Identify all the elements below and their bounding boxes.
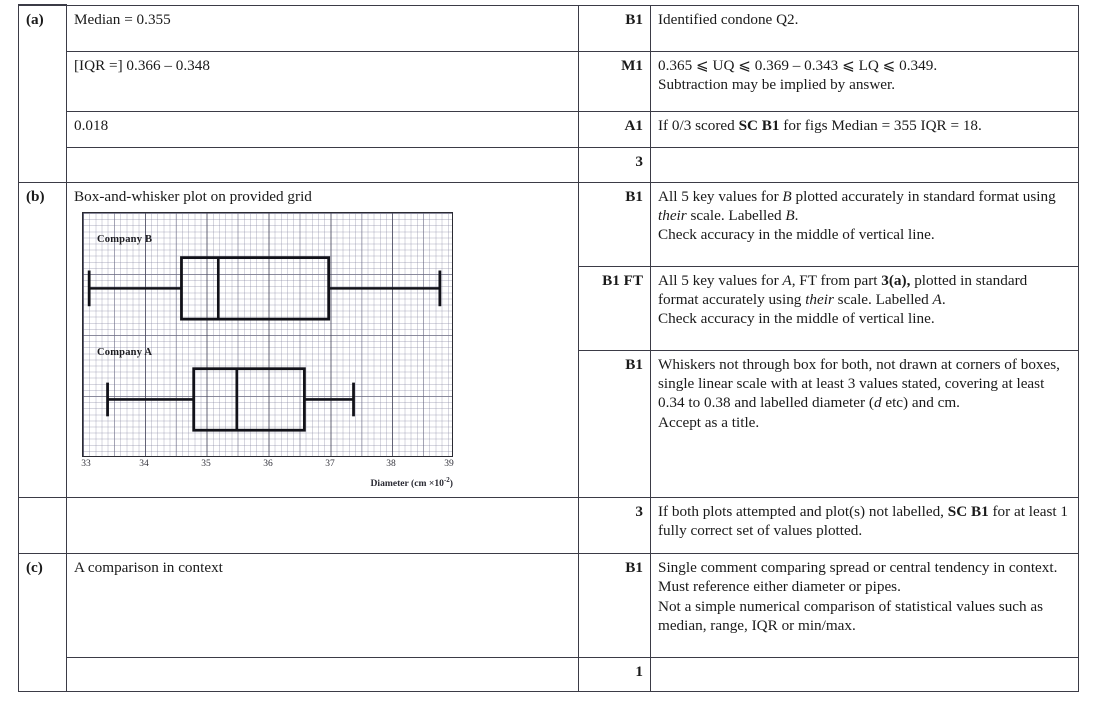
guidance-emphasis: 3(a), [881,271,911,289]
mark-cell: B1 [579,553,651,657]
guidance-cell [651,497,1079,553]
guidance-line [658,355,1071,413]
mark-cell: A1 [579,111,651,147]
guidance-italic: B [782,187,792,205]
guidance-line: 0.365 ⩽ UQ ⩽ 0.369 – 0.343 ⩽ LQ ⩽ 0.349. [658,56,938,74]
guidance-text: plotted in standard format accurately using [658,271,1028,308]
guidance-line [658,187,1071,226]
guidance-line [658,502,1071,541]
guidance-text: scale. Labelled [686,206,786,224]
x-tick-label: 35 [201,458,211,469]
part-label-a: (a) [19,5,67,182]
guidance-cell [651,266,1079,350]
answer-cell [67,497,579,553]
table-row [19,51,1079,111]
table-row-total [19,147,1079,182]
mark-cell: B1 [579,182,651,266]
guidance-cell [651,111,1079,147]
series-label-company-b: Company B [97,233,153,245]
x-tick-label: 34 [139,458,149,469]
x-axis-title-main: Diameter (cm ×10 [370,478,444,490]
x-axis-title [370,476,453,490]
mark-total-cell: 1 [579,657,651,691]
guidance-line: Single comment comparing spread or central tendency in context. [658,558,1058,576]
table-row [19,111,1079,147]
guidance-cell: Identified condone Q2. [651,5,1079,51]
guidance-text: for figs Median = 355 IQR = 18. [779,116,982,134]
guidance-text: . [794,206,799,224]
table-row [19,553,1079,657]
mark-cell: B1 [579,350,651,497]
guidance-cell [651,147,1079,182]
guidance-line [658,271,1071,310]
guidance-text: If 0/3 scored [658,116,739,134]
boxplot-series-company-b [89,258,440,319]
x-tick-label: 38 [386,458,396,469]
guidance-line: Accept as a title. [658,413,760,431]
boxplot-series-company-a [108,369,354,430]
guidance-text: All 5 key values for [658,187,783,205]
mark-total-cell: 3 [579,147,651,182]
mark-total-cell: 3 [579,497,651,553]
guidance-italic: A [932,290,942,308]
mark-cell: B1 FT [579,266,651,350]
box-and-whisker-figure [82,212,467,492]
guidance-italic: their [658,206,687,224]
guidance-cell [651,657,1079,691]
guidance-line: Must reference either diameter or pipes. [658,578,901,596]
table-row [19,182,1079,266]
guidance-text: etc) and cm. [881,394,960,412]
table-row-total [19,657,1079,691]
part-label-empty [19,497,67,553]
answer-cell: Median = 0.355 [67,5,579,51]
mark-scheme-sheet [0,4,1100,724]
x-tick-label: 39 [444,458,454,469]
x-tick-label: 36 [263,458,273,469]
guidance-cell [651,553,1079,657]
guidance-text: scale. Labelled [833,290,933,308]
guidance-text: . [941,290,946,308]
guidance-text: plotted accurately in standard format using [791,187,1056,205]
guidance-text: If both plots attempted and plot(s) not labelled, [658,502,948,520]
plot-grid [82,212,453,457]
x-axis [82,458,453,492]
guidance-line: Check accuracy in the middle of vertical line. [658,226,935,244]
guidance-cell [651,51,1079,111]
boxplot-svg [83,213,452,456]
guidance-text: All 5 key values for [658,271,783,289]
guidance-italic: d [873,394,882,412]
x-tick-label: 33 [81,458,91,469]
x-tick-label: 37 [325,458,335,469]
answer-cell [67,147,579,182]
mark-cell: M1 [579,51,651,111]
guidance-italic: A [782,271,792,289]
answer-cell: A comparison in context [67,553,579,657]
answer-cell-boxplot [67,182,579,497]
guidance-text: Whiskers not through box for both, not drawn at corners of boxes, single linear scale with at least 3 values stated, covering at least 0.34 to 0.38 and labelled diameter ( [658,355,1060,412]
table-row-total [19,497,1079,553]
table-row [19,5,1079,51]
part-label-b: (b) [19,182,67,497]
answer-cell: [IQR =] 0.366 – 0.348 [67,51,579,111]
boxplot-caption: Box-and-whisker plot on provided grid [74,187,312,205]
answer-cell [67,657,579,691]
guidance-line: Subtraction may be implied by answer. [658,75,896,93]
series-label-company-a: Company A [97,346,153,358]
x-axis-title-close: ) [449,478,453,490]
guidance-line: Not a simple numerical comparison of statistical values such as median, range, IQR or min/max. [658,597,1044,635]
x-axis-title-exponent: -2 [443,475,450,484]
guidance-line: Check accuracy in the middle of vertical line. [658,310,935,328]
guidance-italic: B [785,206,795,224]
mark-cell: B1 [579,5,651,51]
guidance-cell [651,350,1079,497]
part-label-c: (c) [19,553,67,691]
guidance-emphasis: SC B1 [947,502,989,520]
guidance-cell [651,182,1079,266]
answer-cell: 0.018 [67,111,579,147]
guidance-italic: their [805,290,834,308]
guidance-text: , FT from part [791,271,882,289]
mark-scheme-table [18,4,1079,692]
guidance-emphasis: SC B1 [738,116,780,134]
guidance-text: for at least 1 fully correct set of values plotted. [658,502,1068,540]
